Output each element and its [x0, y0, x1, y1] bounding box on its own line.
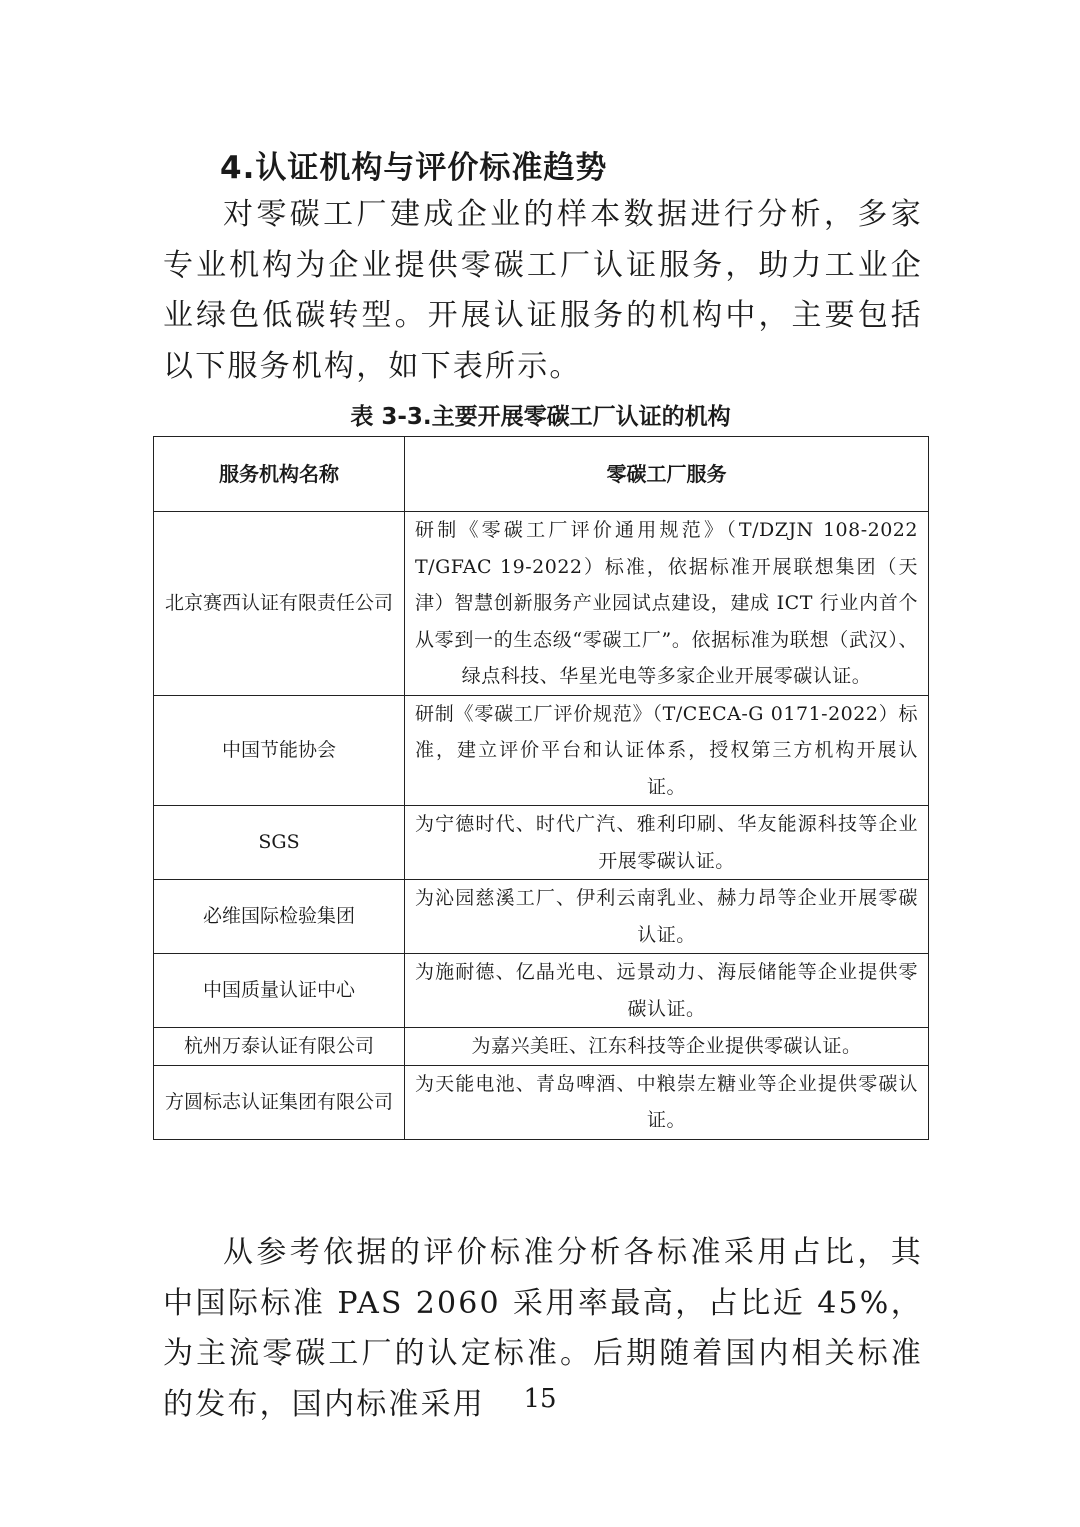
table-row	[154, 954, 929, 1028]
org-name-cell: 中国节能协会	[154, 695, 405, 806]
table-header-row	[154, 437, 929, 512]
service-cell: 研制《零碳工厂评价规范》（T/CECA-G 0171-2022）标准，建立评价平台和认证体系，授权第三方机构开展认证。	[405, 695, 929, 806]
page-number: 15	[523, 1384, 557, 1414]
service-cell: 为嘉兴美旺、江东科技等企业提供零碳认证。	[405, 1028, 929, 1066]
service-cell: 为沁园慈溪工厂、伊利云南乳业、赫力昂等企业开展零碳认证。	[405, 880, 929, 954]
table-row	[154, 695, 929, 806]
table-row	[154, 1065, 929, 1139]
header-org-name: 服务机构名称	[154, 437, 405, 512]
org-name-cell: 必维国际检验集团	[154, 880, 405, 954]
service-cell: 为宁德时代、时代广汽、雅利印刷、华友能源科技等企业开展零碳认证。	[405, 806, 929, 880]
org-name-cell: 北京赛西认证有限责任公司	[154, 512, 405, 696]
intro-paragraph: 对零碳工厂建成企业的样本数据进行分析，多家专业机构为企业提供零碳工厂认证服务，助力工业企业绿色低碳转型。开展认证服务的机构中，主要包括以下服务机构，如下表所示。	[163, 197, 923, 384]
org-name-cell: 方圆标志认证集团有限公司	[154, 1065, 405, 1139]
table-row	[154, 806, 929, 880]
org-name-cell: SGS	[154, 806, 405, 880]
org-name-cell: 中国质量认证中心	[154, 954, 405, 1028]
service-cell: 研制《零碳工厂评价通用规范》（T/DZJN 108-2022 T/GFAC 19-2022）标准，依据标准开展联想集团（天津）智慧创新服务产业园试点建设，建成 ICT 行业内首个从零到一的生态级“零碳工厂”。依据标准为联想（武汉）、绿点科技、华星光电等多家企业开展零碳认证。	[405, 512, 929, 696]
table-row	[154, 512, 929, 696]
section-heading: 4.认证机构与评价标准趋势	[220, 150, 608, 186]
table-row	[154, 880, 929, 954]
service-cell: 为天能电池、青岛啤酒、中粮崇左糖业等企业提供零碳认证。	[405, 1065, 929, 1139]
header-service: 零碳工厂服务	[405, 437, 929, 512]
table-caption: 表 3-3.主要开展零碳工厂认证的机构	[350, 404, 731, 430]
table-row	[154, 1028, 929, 1066]
service-cell: 为施耐德、亿晶光电、远景动力、海辰储能等企业提供零碳认证。	[405, 954, 929, 1028]
analysis-paragraph: 从参考依据的评价标准分析各标准采用占比，其中国际标准 PAS 2060 采用率最高，占比近 45%，为主流零碳工厂的认定标准。后期随着国内相关标准的发布，国内标准采用	[163, 1235, 923, 1422]
org-name-cell: 杭州万泰认证有限公司	[154, 1028, 405, 1066]
certification-bodies-table	[153, 436, 929, 1140]
